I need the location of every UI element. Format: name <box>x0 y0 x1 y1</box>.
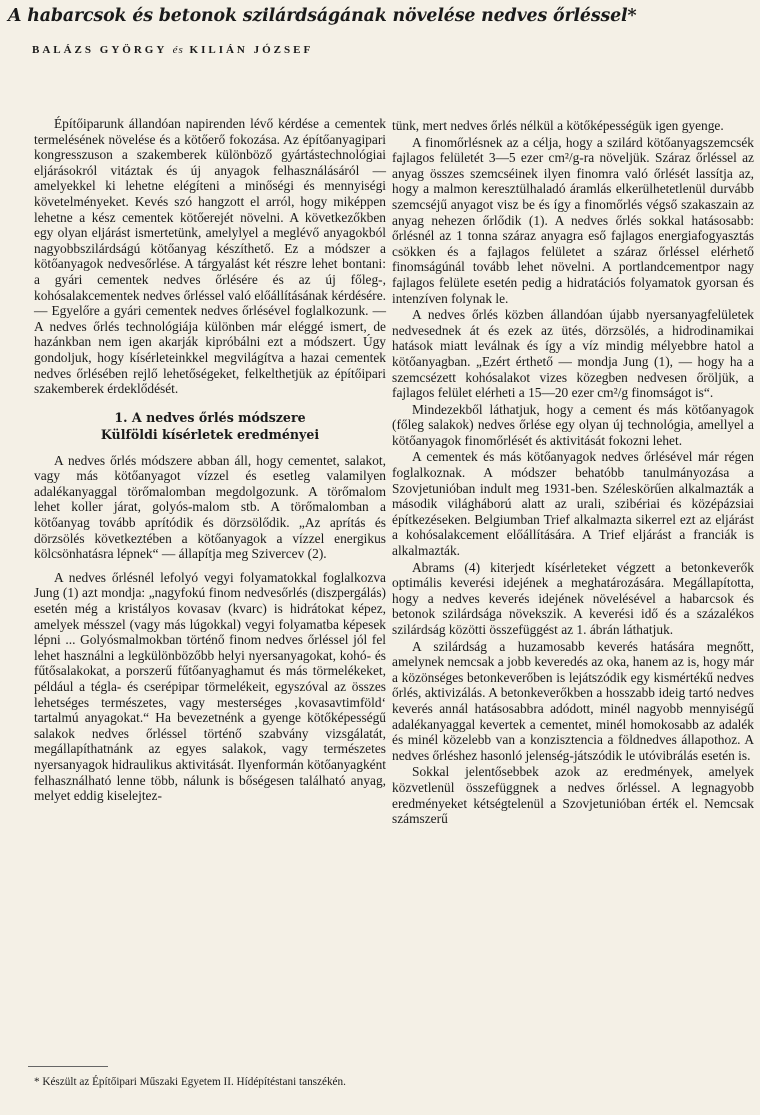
right-column <box>392 118 754 827</box>
author-2: KILIÁN JÓZSEF <box>189 44 314 56</box>
paragraph: A nedves őrlésnél lefolyó vegyi folyamatokkal foglalkozva Jung (1) azt mondja: „nagyfokú finom nedvesőrlés (diszpergálás) esetén még a kristályos kovasav (kvarc) is hidrátokat képez, amelyek mésszel (vagy más lúgokkal) vegyi folyamatba képesek lépni ... Golyósmalmokban történő finom nedves őrléssel jól fel lehet használni a legkülönbözőbb helyi nyersanyagokat, kohó- és fűtősalakokat, a porszerű fűtőanyaghamut és más törmelékeket, például a tégla- és cserépipar törmelékeit, egyszóval az összes lehetséges természetes, vagy mesterséges ‚kovasavtimföld‘ tartalmú anyagokat.“ Ha bevezetnénk a gyenge kötőképességű salakok nedves őrléssel történő szabvány vizsgálatát, megállapíthatnánk az egyes salakok, vagy természetes nyersanyagok hidraulikus aktivitását. Ilyenformán kötőanyagként felhasználható lenne több, nálunk is bőségesen található anyag, melyet eddig kiselejtez- <box>34 569 386 804</box>
paragraph: Abrams (4) kiterjedt kísérleteket végzett a betonkeverők optimális keverési idejének a meghatározására. Megállapította, hogy a nedves keverés idejének növelésével a habarcsok és betonok szilárdsága növekszik. A keverési idő és a százalékos szilárdság közötti összefüggést az 1. ábrán láthatjuk. <box>392 559 754 637</box>
paragraph: A cementek és más kötőanyagok nedves őrlésével már régen foglalkoznak. A módszer behatóbb tanulmányozása a Szovjetunióban indult meg 1931-ben. Széleskörűen alkalmazták a második világháború alatt az urali, szibériai és középázsiai építkezéseken. Belgiumban Trief alkalmazta sikerrel ezt az eljárást a kohósalakcement előállítására. A Trief eljárást a franciák is alkalmazták. <box>392 449 754 559</box>
paragraph: Építőiparunk állandóan napirenden lévő kérdése a cementek termelésének növelése és a kötőerő fokozása. Az építőanyagipari kongresszuson a szakemberek különböző gyártástechnológiai eljárásokról vitáztak és új anyagok felhasználásáról — amelyekkel ki lehetne elégíteni a minőségi és mennyiségi követelményeket. Kevés szó hangzott el arról, hogy miképpen lehetne a kész cementek kötőerejét növelni. A következőkben egy olyan eljárást ismertetünk, amelylyel a meglévő anyagokból nagyobbszilárdságú kötőanyag készíthető. Ez a módszer a kötőanyagok nedvesőrlése. A tárgyalást két részre lehet bontani: a gyári cementek nedves őrlésére és az új főleg-, kohósalakcementek nedves őrléssel való előállításának kérdésére. — Egyelőre a gyári cementek nedves őrlésével foglalkozunk. — A nedves őrlés technológiája különben már eléggé ismert, de hazánkban nem igen akarják kipróbálni ezt a módszert. Úgy gondoljuk, hogy kísérleteinkkel megvilágítva a hazai cementek nedves őrlésében rejlő lehetőségeket, felkelthetjük az építőipari szakemberek érdeklődését. <box>34 116 386 397</box>
paragraph: Sokkal jelentősebbek azok az eredmények, amelyek közvetlenül összefüggnek a nedves őrléssel. A legnagyobb eredményeket kétségtelenül a Szovjetunióban érték el. Nemcsak számszerű <box>392 764 754 827</box>
footnote-divider <box>28 1066 108 1067</box>
paragraph: A szilárdság a huzamosabb keverés hatására megnőtt, amelynek nemcsak a jobb keveredés az oka, hanem az is, hogy már a közönséges betonkeverőben is lejátszódik egy kismértékű nedves őrlés, aktivizálás. A betonkeverőkben a hosszabb ideig tartó nedves keverés annál hatásosabbra adódott, minél nagyobb mennyiségű adalékanyaggal kevertek a cementet, minél homokosabb az adalék és minél közelebb van a konzisztencia a földnedves állapothoz. A nedves őrléshez hasonló jelenség-játszódik le utóvibrálás esetén is. <box>392 638 754 763</box>
paragraph-continuation: tünk, mert nedves őrlés nélkül a kötőképességük igen gyenge. <box>392 118 724 133</box>
section-heading <box>34 409 386 443</box>
section-heading-line-2: Külföldi kísérletek eredményei <box>100 426 320 442</box>
paragraph: A nedves őrlés közben állandóan újabb nyersanyagfelületek nedvesednek át és ezek az ütés, dörzsölés, a hidrodinamikai hatások miatt leválnak és így a víz mindig mélyebbre hatol a kötőanyagban. „Ezért érthető — mondja Jung (1), — hogy ha a szemcsézett kohósalakot vizes közegben nedvesen őröljük, a fajlagos felület elérheti a 15—20 ezer cm²/g finomságot is“. <box>392 307 754 401</box>
paragraph: A finomőrlésnek az a célja, hogy a szilárd kötőanyagszemcsék fajlagos felületét 3—5 ezer cm²/g-ra növeljük. Száraz őrléssel az anyag összes szemcséinek ilyen finomra való őrlését lassítja az, hogy a malmon keresztülhaladó áramlás elkerülhetetlenül durvább szemcséjű anyagot visz be és így a finomőrlés végső szakaszain az anyag nehezen őrlődik (1). A nedves őrlés sokkal hatásosabb: őrlésnél az 1 tonna száraz anyagra eső fajlagos energiafogyasztás csökken és a fajlagos felületet a száraz őrléssel elérhető finomságúnál tovább lehet növelni. A portlandcementpor nagy fajlagos felülete esetén pedig a hidratációs folyamatok gyorsan és intenzíven folynak le. <box>392 134 754 306</box>
section-heading-line-1: 1. A nedves őrlés módszere <box>114 409 306 425</box>
author-1: BALÁZS GYÖRGY <box>32 44 167 56</box>
paragraph: A nedves őrlés módszere abban áll, hogy cementet, salakot, vagy más kötőanyagot vízzel és esetleg valamilyen adalékanyaggal törőmalomban megdolgozunk. A törőmalom lehet koller járat, golyós-malom stb. A törőmalomban a kötőanyag tovább aprítódik és dörzsölődik. „Az aprítás és dörzsölés következtében a kötőanyagok a vízzel energikus kölcsönhatásra lépnek“ — állapítja meg Szivercev (2). <box>34 452 386 562</box>
author-conjunction: és <box>172 44 184 56</box>
author-line <box>32 44 313 56</box>
footnote: * Készült az Építőipari Műszaki Egyetem II. Hídépítéstani tanszékén. <box>34 1076 346 1088</box>
article-title: A habarcsok és betonok szilárdságának növelése nedves őrléssel* <box>8 6 637 26</box>
left-column <box>34 116 386 804</box>
paragraph: Mindezekből láthatjuk, hogy a cement és más kötőanyagok (főleg salakok) nedves őrlése egy olyan új technológia, amellyel a kötőanyagok finomőrlését és aktivitását fokozni lehet. <box>392 401 754 448</box>
